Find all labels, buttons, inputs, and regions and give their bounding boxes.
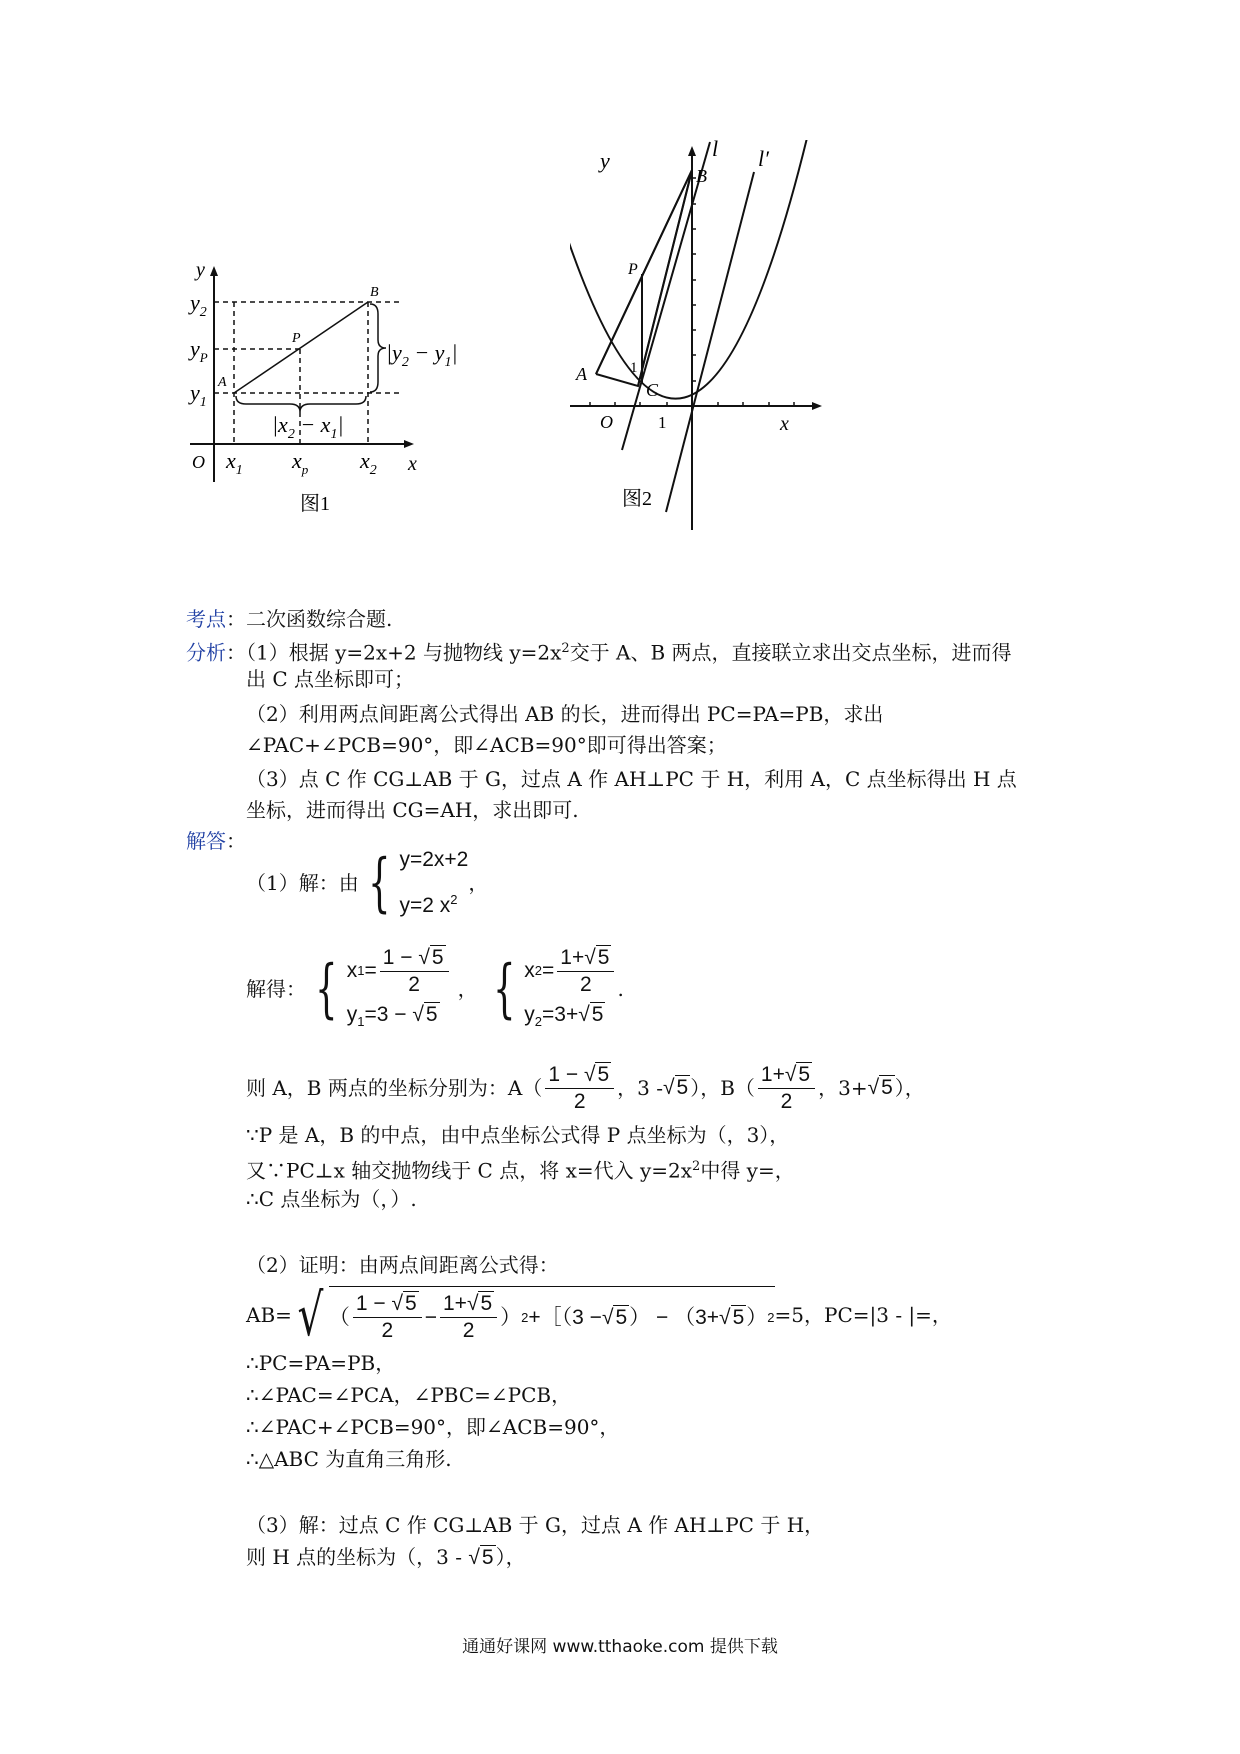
fenxi-line-6: 坐标，进而得出 CG=AH，求出即可. (246, 798, 579, 822)
footer-text: 通通好课网 www.tthaoke.com 提供下载 (462, 1637, 778, 1657)
fig2-y-arrow (688, 146, 696, 156)
fig2-point-c-label: C (646, 380, 659, 400)
fig2-caption: 图2 (622, 488, 652, 510)
fig2-point-b-label: B (696, 166, 707, 186)
fenxi-line-4: ∠PAC+∠PCB=90°，即∠ACB=90°即可得出答案； (246, 733, 727, 757)
triangle-line: ∴△ABC 为直角三角形. (246, 1447, 452, 1471)
fig1-brace-horizontal (236, 396, 366, 412)
fig2-x-arrow (812, 402, 822, 410)
c-coord-line: ∴C 点坐标为（，）. (246, 1187, 417, 1211)
fig1-x-arrow (404, 440, 414, 448)
system-1: y=2x+2 y=2 $x^2$ (399, 848, 469, 917)
fig1-yp-label: $y_P$ (190, 336, 208, 365)
fig2-one-x-label: 1 (658, 413, 667, 432)
fig2-point-p-label: P (628, 261, 638, 278)
fig1-dy-label: $|y_2 - y_1|$ (386, 340, 458, 370)
angle-eq-line-1: ∴∠PAC=∠PCA，∠PBC=∠PCB， (246, 1383, 572, 1407)
fenxi-line-3: （2）利用两点间距离公式得出 AB 的长，进而得出 PC=PA=PB，求出 (246, 702, 884, 726)
fig1-x-label: x (408, 453, 417, 475)
brace-icon: { (315, 952, 338, 1026)
midpoint-line: ∵P 是 A，B 的中点，由中点坐标公式得 P 点坐标为（，3）， (246, 1123, 790, 1147)
fig1-y1-label: $y_1$ (190, 380, 207, 410)
ab-formula-line: AB= √ （ $\frac{1 - √5}{2}$ − $\frac{1+√5}{2}$ ） 2 +［（3 − √5 ） − （3+ √5 ） 2 =5，PC=|3 - |=， (246, 1281, 952, 1349)
solutions-line: 解得： { x 1 = $\frac{1 - √5}{2}$ $y_1=3 - √5$ ， { x 2 = $\frac{1+√5}{2}$ $y_2=3+√5$ . (246, 945, 624, 1030)
fig1-y-arrow (210, 266, 218, 276)
fig2-point-a-label: A (576, 364, 587, 384)
kaodian-label: 考点 (186, 607, 226, 631)
fig2-one-y-label: 1 (630, 360, 638, 376)
fig2-line-l-prime (600, 150, 754, 512)
fenxi-line-1: 分析：（1）根据 y=2x+2 与抛物线 $y=2x^2$交于 A、B 两点，直接联立求出交点坐标，进而得 (186, 640, 1012, 665)
pc-eq-line: ∴PC=PA=PB， (246, 1351, 396, 1375)
fig1-segment-ab (234, 302, 368, 393)
fig1-brace-vertical (370, 304, 386, 392)
fig2-line-l-prime-label: l′ (758, 146, 769, 171)
angle-eq-line-2: ∴∠PAC+∠PCB=90°，即∠ACB=90°， (246, 1415, 620, 1439)
fig1-x1-label: $x_1$ (226, 448, 243, 478)
part2-intro: （2）证明：由两点间距离公式得： (246, 1253, 559, 1277)
fenxi-line-2: 出 C 点坐标即可； (246, 667, 415, 691)
jieda-label-line: 解答： (186, 829, 246, 853)
fig2-x-label: x (780, 413, 789, 435)
brace-icon: { (367, 846, 391, 920)
fig1-dx-label: $|x_2 - x_1|$ (272, 412, 344, 442)
kaodian-line (186, 604, 392, 634)
part3-intro: （3）解：过点 C 作 CG⊥AB 于 G，过点 A 作 AH⊥PC 于 H， (246, 1513, 825, 1537)
fig2-y-label: y (600, 148, 610, 173)
fig2-line-l-label: l (712, 140, 719, 161)
jieda-label: 解答 (186, 829, 226, 853)
part1-intro: （1）解：由 { y=2x+2 y=2 $x^2$ ， (246, 838, 488, 928)
fig1-origin-label: O (192, 452, 205, 472)
fig1-point-a-label: A (218, 375, 227, 390)
fig1-x2-label: $x_2$ (360, 448, 377, 478)
fig2-segment-ab (596, 170, 692, 374)
fig2-segment-cb (638, 170, 692, 386)
figure-2 (570, 140, 890, 580)
fig2-origin-label: O (600, 412, 613, 432)
coords-line: 则 A，B 两点的坐标分别为：A（ $\frac{1 - √5}{2}$ ，3 - √5 ），B（ $\frac{1+√5}{2}$ ，3+ √5 ）， (246, 1062, 925, 1113)
fenxi-line-5: （3）点 C 作 CG⊥AB 于 G，过点 A 作 AH⊥PC 于 H，利用 A，C 点坐标得出 H 点 (246, 767, 1017, 791)
figure-1 (180, 262, 480, 542)
h-coord-line: 则 H 点的坐标为（，3 - √5 ）， (246, 1545, 526, 1569)
fig1-y-label: y (196, 262, 205, 281)
pc-line: 又∵PC⊥x 轴交抛物线于 C 点，将 x=代入 $y=2x^2$中得 y=， (246, 1158, 795, 1183)
kaodian-text: ：二次函数综合题. (226, 607, 393, 631)
fenxi-label: 分析 (186, 640, 226, 665)
fig1-point-p-label: P (292, 331, 301, 346)
brace-icon: { (492, 952, 516, 1026)
fig1-point-b-label: B (370, 285, 379, 300)
fig2-line-l (622, 142, 710, 450)
fig1-xp-label: $x_p$ (292, 448, 309, 477)
fig1-caption: 图1 (300, 493, 330, 515)
fig1-y2-label: $y_2$ (190, 290, 207, 320)
